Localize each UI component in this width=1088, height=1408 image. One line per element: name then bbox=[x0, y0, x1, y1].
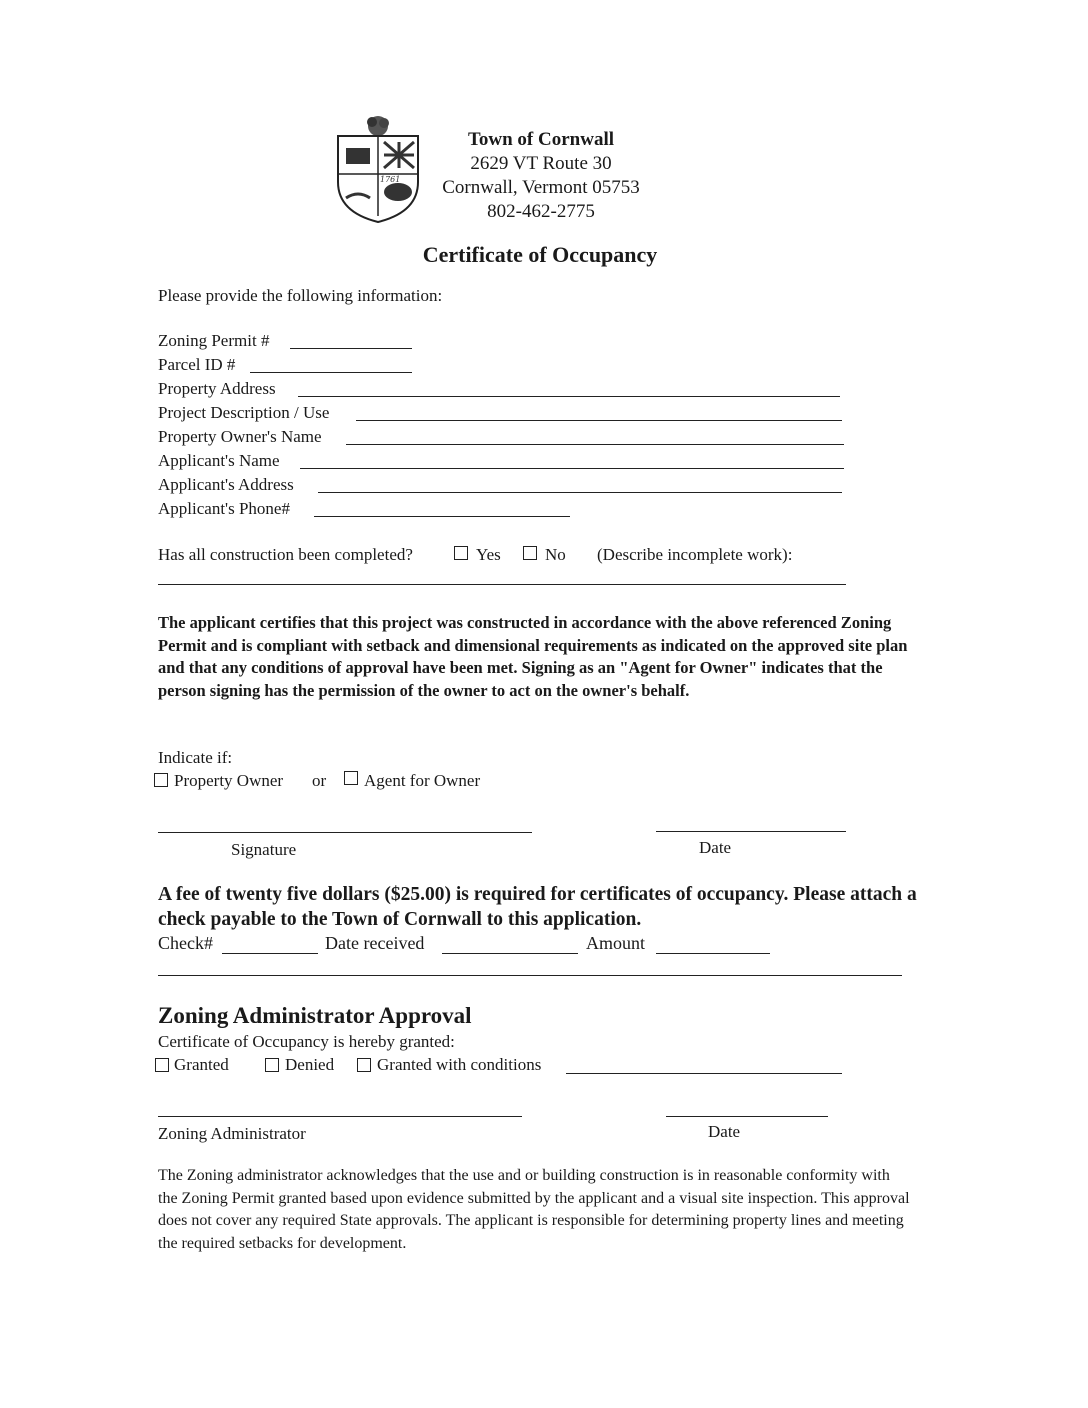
admin-date-label: Date bbox=[708, 1122, 741, 1141]
construction-yes-label: Yes bbox=[476, 545, 501, 564]
field-input-owner-name[interactable] bbox=[346, 444, 844, 445]
page-title: Certificate of Occupancy bbox=[422, 242, 658, 267]
approval-heading: Zoning Administrator Approval bbox=[158, 1003, 472, 1028]
field-input-property-address[interactable] bbox=[298, 396, 840, 397]
town-phone: 802-462-2775 bbox=[487, 201, 595, 222]
town-name: Town of Cornwall bbox=[467, 129, 615, 150]
field-input-zoning-permit[interactable] bbox=[290, 348, 412, 349]
conditions-input[interactable] bbox=[566, 1073, 842, 1074]
signature-date-label: Date bbox=[699, 838, 732, 857]
denied-label: Denied bbox=[285, 1055, 335, 1074]
property-owner-label: Property Owner bbox=[174, 771, 284, 790]
amount-input[interactable] bbox=[656, 953, 770, 954]
construction-no-checkbox[interactable] bbox=[523, 546, 537, 560]
denied-checkbox[interactable] bbox=[265, 1058, 279, 1072]
construction-no-label: No bbox=[545, 545, 566, 564]
field-input-project-description[interactable] bbox=[356, 420, 842, 421]
date-received-input[interactable] bbox=[442, 953, 578, 954]
field-label-parcel-id: Parcel ID # bbox=[158, 355, 236, 374]
town-address-line2: Cornwall, Vermont 05753 bbox=[442, 177, 640, 198]
fee-statement: A fee of twenty five dollars ($25.00) is required for certificates of occupancy. Please attach a check payable to the Town of Cornwall to this application. bbox=[158, 884, 917, 930]
construction-yes-checkbox[interactable] bbox=[454, 546, 468, 560]
admin-signature-line[interactable] bbox=[158, 1116, 522, 1117]
approval-granted-text: Certificate of Occupancy is hereby granted: bbox=[158, 1032, 455, 1051]
intro-text: Please provide the following information: bbox=[158, 286, 443, 305]
field-input-parcel-id[interactable] bbox=[250, 372, 412, 373]
check-number-input[interactable] bbox=[222, 953, 318, 954]
property-owner-checkbox[interactable] bbox=[154, 773, 168, 787]
town-address-line1: 2629 VT Route 30 bbox=[470, 153, 612, 174]
construction-question: Has all construction been completed? bbox=[158, 545, 413, 564]
amount-label: Amount bbox=[586, 933, 646, 953]
signature-line[interactable] bbox=[158, 832, 532, 833]
describe-incomplete-label: (Describe incomplete work): bbox=[597, 545, 793, 564]
field-label-owner-name: Property Owner's Name bbox=[158, 427, 322, 446]
field-label-property-address: Property Address bbox=[158, 379, 276, 398]
indicate-label: Indicate if: bbox=[158, 748, 233, 767]
field-label-applicant-address: Applicant's Address bbox=[158, 475, 294, 494]
zoning-administrator-label: Zoning Administrator bbox=[158, 1124, 306, 1143]
date-received-label: Date received bbox=[325, 933, 425, 953]
granted-checkbox[interactable] bbox=[155, 1058, 169, 1072]
granted-with-conditions-label: Granted with conditions bbox=[377, 1055, 542, 1074]
field-input-applicant-address[interactable] bbox=[318, 492, 842, 493]
field-input-applicant-phone[interactable] bbox=[314, 516, 570, 517]
certification-statement: The applicant certifies that this project was constructed in accordance with the above referenced Zoning Permit and is compliant with setback and dimensional requirements as indicated on the approved site plan and that any conditions of approval have been met. Signing as an "Agent for Owner" indicates that the person signing has the permission of the owner to act on the owner's behalf. bbox=[158, 613, 908, 700]
section-divider bbox=[158, 975, 902, 976]
agent-for-owner-checkbox[interactable] bbox=[344, 771, 358, 785]
approval-disclaimer: The Zoning administrator acknowledges that the use and or building construction is in reasonable conformity with the Zoning Permit granted based upon evidence submitted by the applicant and a visual site inspection. This approval does not cover any required State approvals. The applicant is responsible for determining property lines and meeting the required setbacks for development. bbox=[158, 1167, 910, 1252]
signature-date-line[interactable] bbox=[656, 831, 846, 832]
check-number-label: Check# bbox=[158, 933, 213, 953]
field-label-project-description: Project Description / Use bbox=[158, 403, 330, 422]
incomplete-work-input[interactable] bbox=[158, 584, 846, 585]
or-label: or bbox=[312, 771, 327, 790]
field-input-applicant-name[interactable] bbox=[300, 468, 844, 469]
field-label-applicant-phone: Applicant's Phone# bbox=[158, 499, 290, 518]
admin-date-line[interactable] bbox=[666, 1116, 828, 1117]
signature-label: Signature bbox=[231, 840, 297, 859]
granted-label: Granted bbox=[174, 1055, 229, 1074]
agent-for-owner-label: Agent for Owner bbox=[364, 771, 481, 790]
seal-year-text: 1761 bbox=[380, 175, 401, 184]
field-label-applicant-name: Applicant's Name bbox=[158, 451, 280, 470]
field-label-zoning-permit: Zoning Permit # bbox=[158, 331, 270, 350]
granted-with-conditions-checkbox[interactable] bbox=[357, 1058, 371, 1072]
